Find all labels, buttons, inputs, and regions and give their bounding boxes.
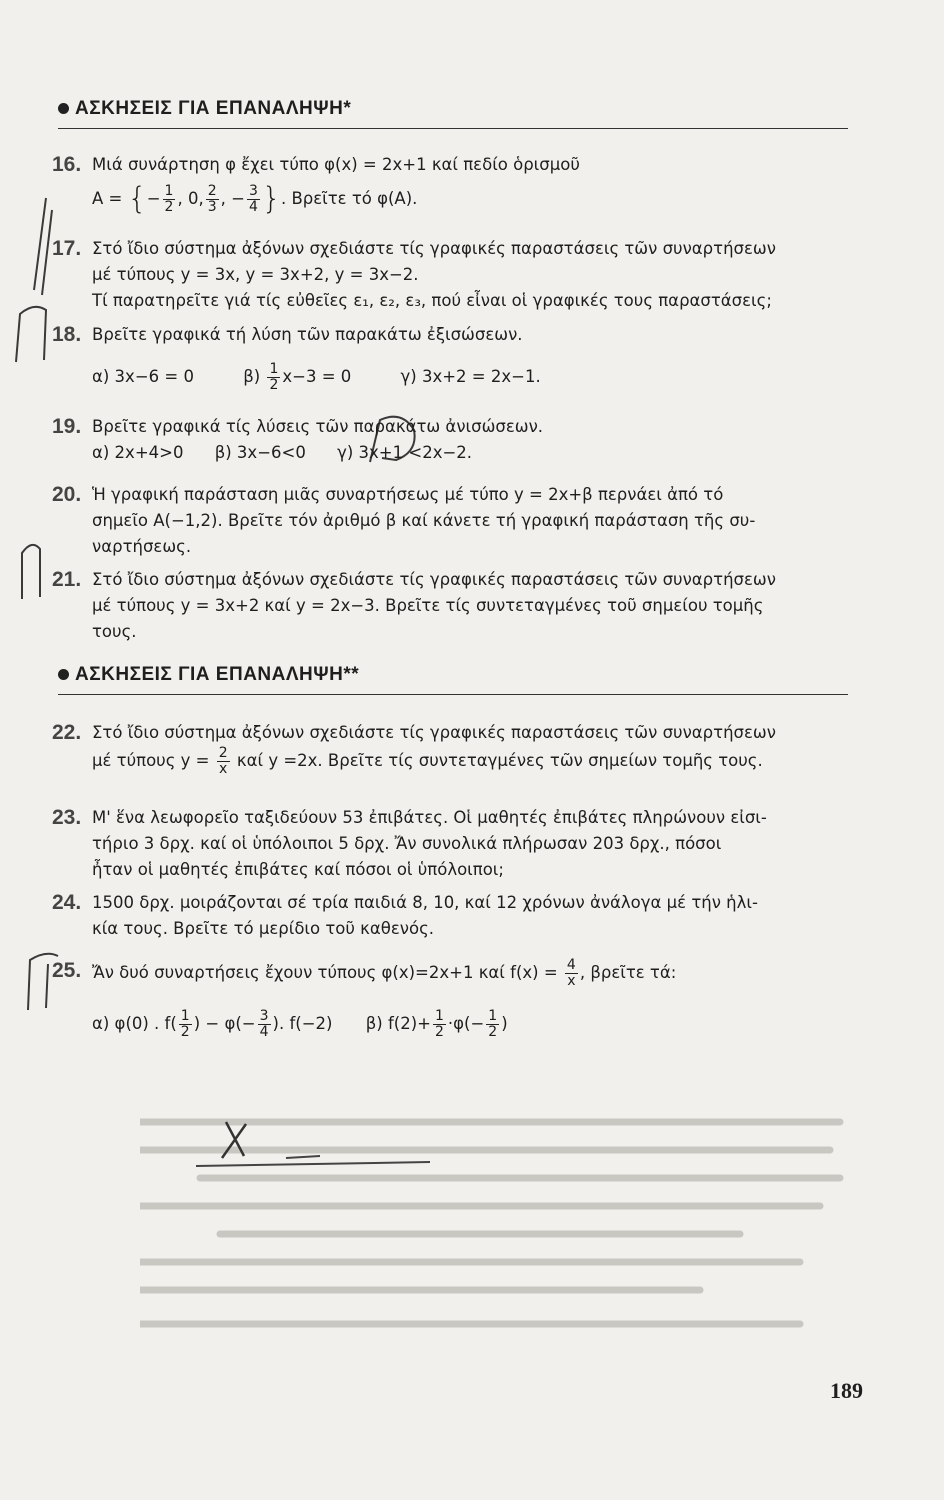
part-b: x−3 = 0 [282,367,352,386]
fraction: $\frac{1}{2}$ [434,1008,444,1040]
exercise-line: Βρεῖτε γραφικά τίς λύσεις τῶν παρακάτω ἀνισώσεων. [92,417,544,436]
margin-pencil-mark-18 [10,300,54,370]
section-heading-text: ΑΣΚΗΣΕΙΣ ΓΙΑ ΕΠΑΝΑΛΗΨΗ* [75,98,352,119]
part-b-label: β) [243,367,261,386]
exercise-number: 17. [52,237,82,260]
part-a: α) 2x+4>0 [92,443,184,462]
text: , βρεῖτε τά: [579,963,677,982]
exercise-23 [52,805,852,883]
part-a: α) 3x−6 = 0 [92,367,194,386]
fraction: $\frac{3}{4}$ [248,183,258,215]
section-heading-text: ΑΣΚΗΣΕΙΣ ΓΙΑ ΕΠΑΝΑΛΗΨΗ** [75,664,360,685]
exercise-line: 1500 δρχ. μοιράζονται σέ τρία παιδιά 8, 10, καί 12 χρόνων ἀνάλογα μέ τήν ἡλι- [92,893,758,912]
part-b: ·φ(− [447,1014,485,1033]
exercise-text: . Βρεῖτε τό φ(Α). [280,189,418,208]
part-c: γ) 3x+2 = 2x−1. [400,367,541,386]
exercise-line: Στό ἴδιο σύστημα ἀξόνων σχεδιάστε τίς γραφικές παραστάσεις τῶν συναρτήσεων [92,570,776,589]
fraction: $\frac{2}{x}$ [218,745,228,777]
exercise-line: τους. [92,622,137,641]
bullet-icon [58,669,69,680]
fraction: $\frac{2}{3}$ [207,183,217,215]
exercise-line: Ἡ γραφική παράσταση μιᾶς συναρτήσεως μέ τύπο y = 2x+β περνάει ἀπό τό [92,485,724,504]
exercise-line: Βρεῖτε γραφικά τή λύση τῶν παρακάτω ἐξισώσεων. [92,325,523,344]
exercise-16 [52,152,852,215]
fraction: $\frac{4}{x}$ [566,957,576,989]
section-heading-2 [58,664,848,695]
fraction: $\frac{1}{2}$ [180,1008,190,1040]
bullet-icon [58,103,69,114]
part-a: ). f(−2) [272,1014,333,1033]
exercise-25 [52,958,852,1040]
exercise-line: ναρτήσεως. [92,537,192,556]
exercise-line: Μιά συνάρτηση φ ἔχει τύπο φ(x) = 2x+1 καί πεδίο ὁρισμοῦ [92,155,580,174]
exercise-parts [92,362,852,393]
exercise-parts [92,1009,852,1040]
exercise-line [92,746,852,777]
exercise-line: σημεῖο Α(−1,2). Βρεῖτε τόν ἀριθμό β καί κάνετε τή γραφική παράσταση τῆς συ- [92,511,756,530]
part-b: β) f(2)+ [365,1014,431,1033]
part-a: ) − φ(− [193,1014,256,1033]
exercise-number: 25. [52,959,82,982]
exercise-line: Τί παρατηρεῖτε γιά τίς εὐθεῖες ε₁, ε₂, ε₃, πού εἶναι οἱ γραφικές τους παραστάσεις; [92,291,772,310]
exercise-22 [52,720,852,777]
part-b: ) [501,1014,508,1033]
pencil-x-mark [190,1118,440,1174]
exercise-number: 18. [52,323,82,346]
exercise-line: μέ τύπους y = 3x, y = 3x+2, y = 3x−2. [92,265,419,284]
part-b: β) 3x−6<0 [214,443,306,462]
exercise-number: 20. [52,483,82,506]
exercise-line: Μ' ἕνα λεωφορεῖο ταξιδεύουν 53 ἐπιβάτες. Οἱ μαθητές ἐπιβάτες πληρώνουν εἰσι- [92,808,767,827]
text: μέ τύπους y = [92,751,215,770]
exercise-number: 16. [52,153,82,176]
exercise-line: μέ τύπους y = 3x+2 καί y = 2x−3. Βρεῖτε τίς συντεταγμένες τοῦ σημείου τομῆς [92,596,764,615]
section-heading-1 [58,98,848,129]
exercise-20 [52,482,852,560]
exercise-line: τήριο 3 δρχ. καί οἱ ὑπόλοιποι 5 δρχ. Ἄν συνολικά πλήρωσαν 203 δρχ., πόσοι [92,834,722,853]
brace-open: { [127,181,147,217]
text: Ἄν δυό συναρτήσεις ἔχουν τύπους φ(x)=2x+1 καί f(x) = [92,963,563,982]
exercise-19 [52,414,852,466]
fraction: $\frac{1}{2}$ [269,361,279,393]
exercise-number: 21. [52,568,82,591]
exercise-line: Στό ἴδιο σύστημα ἀξόνων σχεδιάστε τίς γραφικές παραστάσεις τῶν συναρτήσεων [92,239,776,258]
part-c: γ) 3x+1 <2x−2. [337,443,473,462]
exercise-number: 24. [52,891,82,914]
page-number: 189 [830,1378,863,1403]
exercise-line: κία τους. Βρεῖτε τό μερίδιο τοῦ καθενός. [92,919,435,938]
exercise-line [92,958,852,989]
fraction: $\frac{1}{2}$ [164,183,174,215]
exercise-17 [52,236,852,314]
text: καί y =2x. Βρεῖτε τίς συντεταγμένες τῶν σημείων τομῆς τους. [231,751,763,770]
exercise-number: 19. [52,415,82,438]
exercise-21 [52,567,852,645]
set-separator: , − [220,189,245,208]
fraction: $\frac{1}{2}$ [488,1008,498,1040]
margin-pencil-mark-21 [14,535,50,605]
fraction: $\frac{3}{4}$ [259,1008,269,1040]
exercise-set-line [92,181,852,217]
exercise-line: Στό ἴδιο σύστημα ἀξόνων σχεδιάστε τίς γραφικές παραστάσεις τῶν συναρτήσεων [92,723,776,742]
exercise-18 [52,322,852,393]
brace-close: } [261,181,281,217]
exercise-number: 22. [52,721,82,744]
exercise-line: ἦταν οἱ μαθητές ἐπιβάτες καί πόσοι οἱ ὑπόλοιποι; [92,860,504,879]
exercise-number: 23. [52,806,82,829]
exercise-24 [52,890,852,942]
set-element: , 0, [177,189,204,208]
set-label: Α = [92,189,123,208]
part-a: α) φ(0) . f( [92,1014,177,1033]
minus-sign: − [146,189,161,208]
exercise-parts [92,440,852,466]
